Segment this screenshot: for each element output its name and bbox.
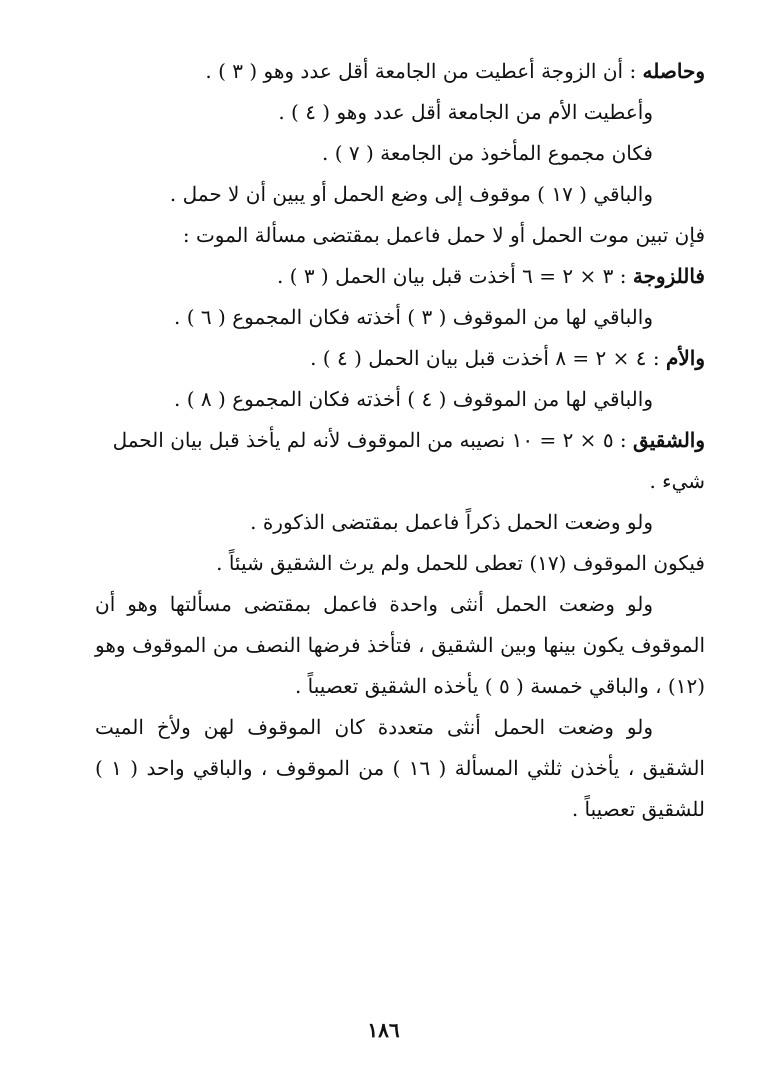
text-line-4: والباقي ( ١٧ ) موقوف إلى وضع الحمل أو يبين أن لا حمل .	[169, 182, 653, 206]
text-line-14: ولو وضعت الحمل أنثى واحدة فاعمل بمقتضى مسألتها وهو أن	[95, 592, 654, 616]
text-line-12: ولو وضعت الحمل ذكراً فاعمل بمقتضى الذكورة .	[250, 510, 653, 534]
text-line-16: (١٢) ، والباقي خمسة ( ٥ ) يأخذه الشقيق تعصيباً .	[294, 674, 705, 698]
text-line-5: فإن تبين موت الحمل أو لا حمل فاعمل بمقتضى مسألة الموت :	[182, 223, 705, 247]
line-lead: فاللزوجة	[632, 264, 705, 288]
text-line-9: والباقي لها من الموقوف ( ٤ ) أخذته فكان المجموع ( ٨ ) .	[174, 387, 653, 411]
text-line-2: وأعطيت الأم من الجامعة أقل عدد وهو ( ٤ ) .	[278, 100, 653, 124]
text-line-7: والباقي لها من الموقوف ( ٣ ) أخذته فكان المجموع ( ٦ ) .	[174, 305, 653, 329]
line-text: : ٤ × ٢ = ٨ أخذت قبل بيان الحمل ( ٤ ) .	[310, 346, 666, 370]
text-line-18: الشقيق ، يأخذن ثلثي المسألة ( ١٦ ) من الموقوف ، والباقي واحد ( ١ )	[95, 756, 705, 780]
line-lead: والأم	[665, 346, 705, 370]
text-line-10	[95, 425, 705, 455]
text-line-17: ولو وضعت الحمل أنثى متعددة كان الموقوف لهن ولأخ الميت	[95, 715, 653, 739]
line-lead: والشقيق	[633, 428, 705, 452]
line-text: : ٥ × ٢ = ١٠ نصيبه من الموقوف لأنه لم يأخذ قبل بيان الحمل	[112, 428, 634, 452]
line-text: : أن الزوجة أعطيت من الجامعة أقل عدد وهو ( ٣ ) .	[205, 59, 643, 83]
page-number: ١٨٦	[367, 1018, 400, 1042]
page-body	[95, 56, 705, 835]
line-lead: وحاصله	[642, 59, 705, 83]
text-line-1	[95, 56, 705, 86]
text-line-6	[95, 261, 705, 291]
line-text: : ٣ × ٢ = ٦ أخذت قبل بيان الحمل ( ٣ ) .	[276, 264, 633, 288]
text-line-8	[95, 343, 705, 373]
text-line-11: شيء .	[649, 469, 705, 493]
text-line-15: الموقوف يكون بينها وبين الشقيق ، فتأخذ فرضها النصف من الموقوف وهو	[95, 633, 705, 657]
text-line-19: للشقيق تعصيباً .	[571, 797, 705, 821]
text-line-3: فكان مجموع المأخوذ من الجامعة ( ٧ ) .	[322, 141, 653, 165]
text-line-13: فيكون الموقوف (١٧) تعطى للحمل ولم يرث الشقيق شيئاً .	[216, 551, 705, 575]
